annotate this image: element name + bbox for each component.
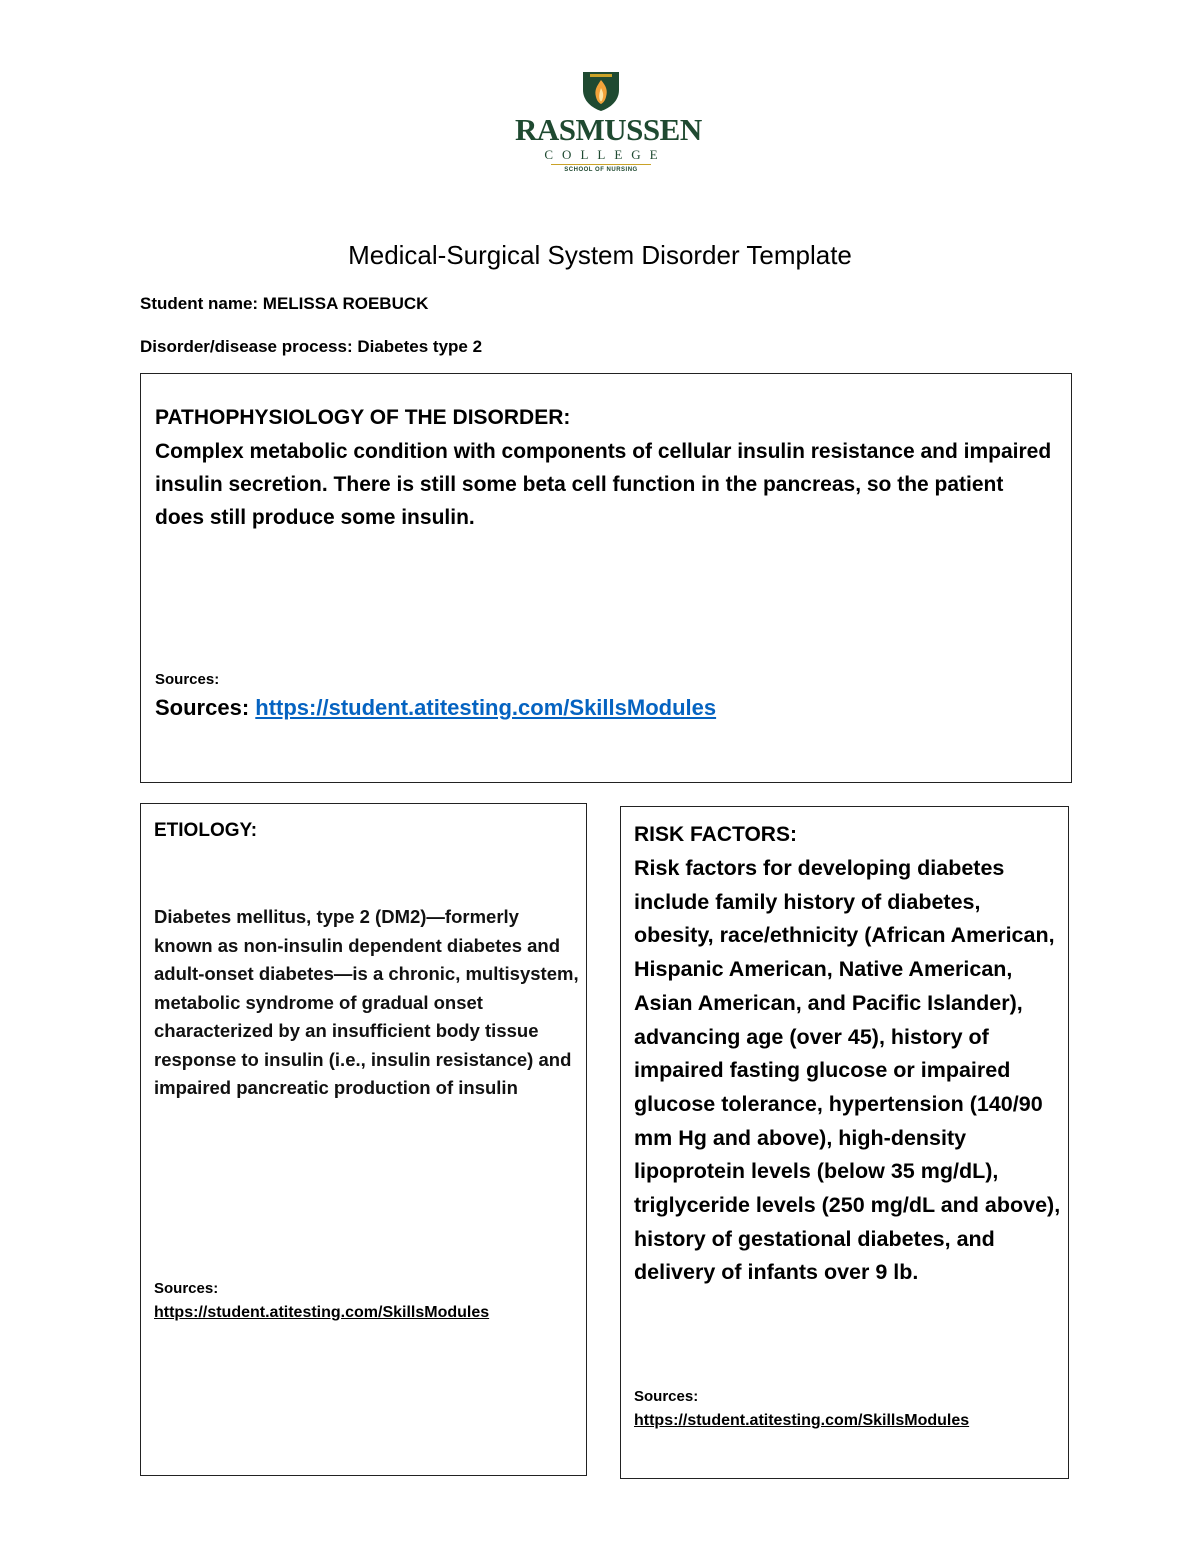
risk-factors-source-link[interactable]: https://student.atitesting.com/SkillsModules <box>634 1412 970 1429</box>
pathophysiology-sources-label-small: Sources: <box>155 671 220 688</box>
logo-name: RASMUSSEN <box>515 112 702 147</box>
etiology-source-link[interactable]: https://student.atitesting.com/SkillsModules <box>154 1304 490 1321</box>
logo-divider <box>551 164 651 165</box>
pathophysiology-body: Complex metabolic condition with components of cellular insulin resistance and impaired insulin secretion. There is still some beta cell function in the pancreas, so the patient does still produce some insulin. <box>155 440 1052 529</box>
etiology-sources-label: Sources: <box>154 1280 219 1297</box>
page-title: Medical-Surgical System Disorder Template <box>348 240 852 270</box>
etiology-box <box>140 803 587 1476</box>
risk-factors-sources-label: Sources: <box>634 1388 699 1405</box>
etiology-body: Diabetes mellitus, type 2 (DM2)—formerly known as non-insulin dependent diabetes and adult-onset diabetes—is a chronic, multisystem, metabolic syndrome of gradual onset characterized by an insufficient body tissue response to insulin (i.e., insulin resistance) and impaired pancreatic production of insulin <box>154 906 579 1098</box>
student-name-label: Student name: <box>140 294 259 313</box>
student-name-line <box>140 293 428 315</box>
pathophysiology-source-link[interactable]: https://student.atitesting.com/SkillsModules <box>255 695 717 720</box>
disorder-label: Disorder/disease process: <box>140 337 353 356</box>
disorder-value: Diabetes type 2 <box>357 337 483 356</box>
pathophysiology-heading: PATHOPHYSIOLOGY OF THE DISORDER: <box>155 406 571 429</box>
risk-factors-box <box>620 806 1069 1479</box>
risk-factors-heading: RISK FACTORS: <box>634 823 797 846</box>
pathophysiology-sources-label: Sources: <box>155 695 250 720</box>
pathophysiology-sources <box>155 693 716 723</box>
shield-flame-icon <box>580 70 622 112</box>
etiology-heading: ETIOLOGY: <box>154 820 258 841</box>
risk-factors-body: Risk factors for developing diabetes include family history of diabetes, obesity, race/ethnicity (African American, Hispanic American, Native American, Asian American, and Pacific Islander), advancing age (over 45), history of impaired fasting glucose or impaired glucose tolerance, hypertension (140/90 mm Hg and above), high-density lipoprotein levels (below 35 mg/dL), triglyceride levels (250 mg/dL and above), history of gestational diabetes, and delivery of infants over 9 lb. <box>634 856 1061 1285</box>
pathophysiology-box <box>140 373 1072 783</box>
logo-school: SCHOOL OF NURSING <box>564 167 638 173</box>
student-name-value: MELISSA ROEBUCK <box>262 294 429 313</box>
college-logo <box>515 70 702 176</box>
disorder-line <box>140 336 482 358</box>
logo-college: COLLEGE <box>544 147 667 162</box>
